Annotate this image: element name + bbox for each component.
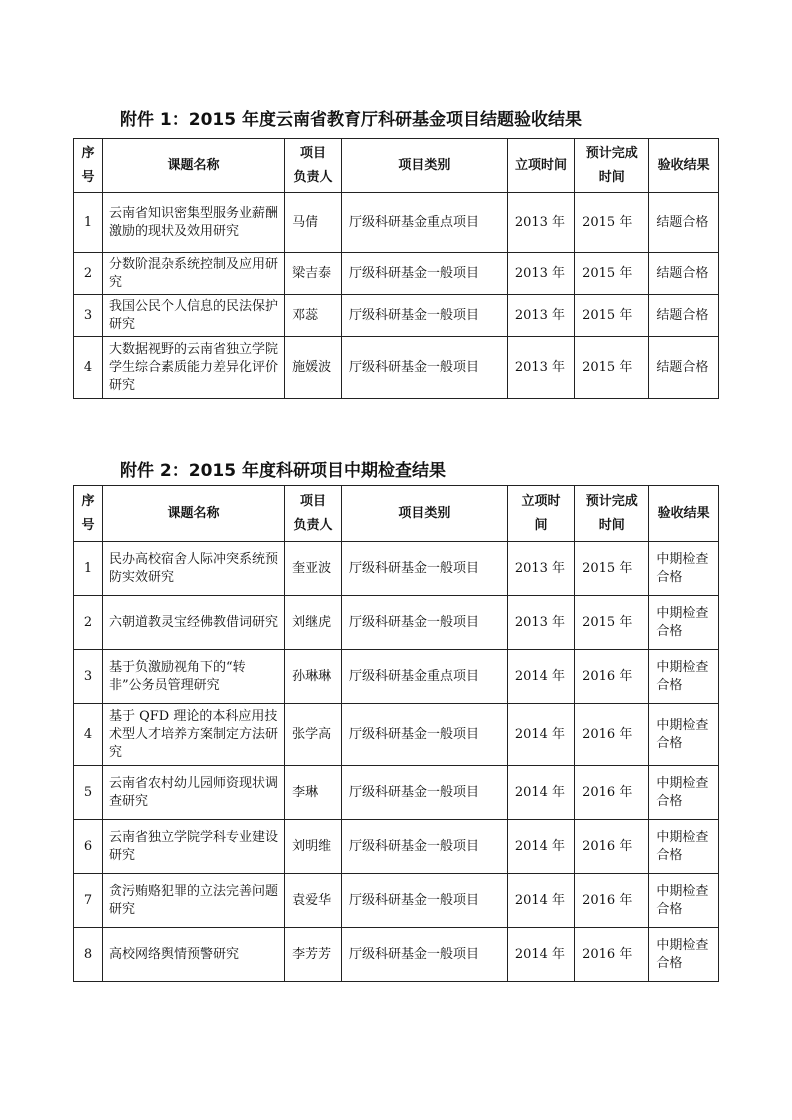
row-start: 2013 年 — [507, 253, 574, 295]
row-result: 结题合格 — [649, 253, 719, 295]
row-no: 2 — [74, 253, 103, 295]
row-result: 结题合格 — [649, 193, 719, 253]
row-end: 2015 年 — [575, 295, 649, 337]
row-end: 2016 年 — [575, 766, 649, 820]
table-header-row — [74, 139, 719, 193]
table-row — [74, 650, 719, 704]
row-lead: 邓蕊 — [285, 295, 342, 337]
row-end: 2015 年 — [575, 193, 649, 253]
row-no: 7 — [74, 874, 103, 928]
header-type: 项目类别 — [341, 486, 507, 542]
row-no: 8 — [74, 928, 103, 982]
row-name: 云南省独立学院学科专业建设研究 — [103, 820, 285, 874]
table-row — [74, 193, 719, 253]
row-name: 云南省农村幼儿园师资现状调查研究 — [103, 766, 285, 820]
row-type: 厅级科研基金重点项目 — [341, 193, 507, 253]
row-start: 2014 年 — [507, 820, 574, 874]
row-type: 厅级科研基金一般项目 — [341, 542, 507, 596]
row-end: 2015 年 — [575, 337, 649, 399]
row-start: 2013 年 — [507, 295, 574, 337]
row-name: 高校网络舆情预警研究 — [103, 928, 285, 982]
section1-title: 附件 1：2015 年度云南省教育厅科研基金项目结题验收结果 — [120, 110, 582, 130]
row-no: 5 — [74, 766, 103, 820]
row-end: 2016 年 — [575, 820, 649, 874]
table-row — [74, 928, 719, 982]
row-lead: 刘继虎 — [285, 596, 342, 650]
table-header-row — [74, 486, 719, 542]
header-end: 预计完成 时间 — [575, 486, 649, 542]
row-start: 2013 年 — [507, 596, 574, 650]
row-name: 基于 QFD 理论的本科应用技术型人才培养方案制定方法研究 — [103, 704, 285, 766]
header-start: 立项时间 — [507, 139, 574, 193]
row-type: 厅级科研基金一般项目 — [341, 704, 507, 766]
row-end: 2016 年 — [575, 704, 649, 766]
row-lead: 李琳 — [285, 766, 342, 820]
row-lead: 梁吉泰 — [285, 253, 342, 295]
row-result: 中期检查合格 — [649, 650, 719, 704]
row-type: 厅级科研基金一般项目 — [341, 596, 507, 650]
header-result: 验收结果 — [649, 486, 719, 542]
row-lead: 李芳芳 — [285, 928, 342, 982]
table-row — [74, 766, 719, 820]
row-result: 中期检查合格 — [649, 542, 719, 596]
row-start: 2013 年 — [507, 542, 574, 596]
header-start: 立项时 间 — [507, 486, 574, 542]
row-end: 2015 年 — [575, 542, 649, 596]
row-result: 中期检查合格 — [649, 874, 719, 928]
row-no: 1 — [74, 542, 103, 596]
table-row — [74, 295, 719, 337]
row-lead: 刘明维 — [285, 820, 342, 874]
row-type: 厅级科研基金一般项目 — [341, 874, 507, 928]
row-type: 厅级科研基金一般项目 — [341, 928, 507, 982]
acceptance-results-table — [73, 138, 719, 399]
table-row — [74, 542, 719, 596]
row-type: 厅级科研基金一般项目 — [341, 337, 507, 399]
row-start: 2014 年 — [507, 928, 574, 982]
row-name: 大数据视野的云南省独立学院学生综合素质能力差异化评价研究 — [103, 337, 285, 399]
row-result: 中期检查合格 — [649, 704, 719, 766]
row-start: 2014 年 — [507, 874, 574, 928]
table-row — [74, 874, 719, 928]
row-no: 3 — [74, 650, 103, 704]
row-name: 民办高校宿舍人际冲突系统预防实效研究 — [103, 542, 285, 596]
row-end: 2016 年 — [575, 874, 649, 928]
header-name: 课题名称 — [103, 486, 285, 542]
row-start: 2013 年 — [507, 337, 574, 399]
row-end: 2016 年 — [575, 650, 649, 704]
row-end: 2015 年 — [575, 253, 649, 295]
header-no: 序 号 — [74, 139, 103, 193]
row-name: 基于负激励视角下的“转非”公务员管理研究 — [103, 650, 285, 704]
row-result: 结题合格 — [649, 337, 719, 399]
midterm-results-table — [73, 485, 719, 982]
row-start: 2014 年 — [507, 650, 574, 704]
row-type: 厅级科研基金重点项目 — [341, 650, 507, 704]
row-lead: 孙琳琳 — [285, 650, 342, 704]
row-end: 2016 年 — [575, 928, 649, 982]
row-no: 4 — [74, 704, 103, 766]
row-no: 1 — [74, 193, 103, 253]
row-name: 贪污贿赂犯罪的立法完善问题研究 — [103, 874, 285, 928]
row-name: 云南省知识密集型服务业薪酬激励的现状及效用研究 — [103, 193, 285, 253]
row-type: 厅级科研基金一般项目 — [341, 766, 507, 820]
row-type: 厅级科研基金一般项目 — [341, 820, 507, 874]
row-type: 厅级科研基金一般项目 — [341, 295, 507, 337]
row-lead: 袁爱华 — [285, 874, 342, 928]
row-no: 6 — [74, 820, 103, 874]
row-name: 六朝道教灵宝经佛教借词研究 — [103, 596, 285, 650]
row-lead: 奎亚波 — [285, 542, 342, 596]
header-result: 验收结果 — [649, 139, 719, 193]
row-no: 3 — [74, 295, 103, 337]
row-name: 分数阶混杂系统控制及应用研究 — [103, 253, 285, 295]
row-result: 中期检查合格 — [649, 766, 719, 820]
row-end: 2015 年 — [575, 596, 649, 650]
section2-title: 附件 2：2015 年度科研项目中期检查结果 — [120, 461, 446, 481]
table-row — [74, 596, 719, 650]
table-row — [74, 820, 719, 874]
row-no: 2 — [74, 596, 103, 650]
header-type: 项目类别 — [341, 139, 507, 193]
table-row — [74, 337, 719, 399]
header-end: 预计完成 时间 — [575, 139, 649, 193]
row-lead: 马倩 — [285, 193, 342, 253]
row-name: 我国公民个人信息的民法保护研究 — [103, 295, 285, 337]
table-row — [74, 253, 719, 295]
header-lead: 项目 负责人 — [285, 486, 342, 542]
header-name: 课题名称 — [103, 139, 285, 193]
row-type: 厅级科研基金一般项目 — [341, 253, 507, 295]
row-lead: 施媛波 — [285, 337, 342, 399]
row-result: 中期检查合格 — [649, 820, 719, 874]
row-result: 中期检查合格 — [649, 596, 719, 650]
row-start: 2013 年 — [507, 193, 574, 253]
row-start: 2014 年 — [507, 766, 574, 820]
row-lead: 张学高 — [285, 704, 342, 766]
row-start: 2014 年 — [507, 704, 574, 766]
row-result: 结题合格 — [649, 295, 719, 337]
row-no: 4 — [74, 337, 103, 399]
row-result: 中期检查合格 — [649, 928, 719, 982]
header-lead: 项目 负责人 — [285, 139, 342, 193]
header-no: 序 号 — [74, 486, 103, 542]
table-row — [74, 704, 719, 766]
